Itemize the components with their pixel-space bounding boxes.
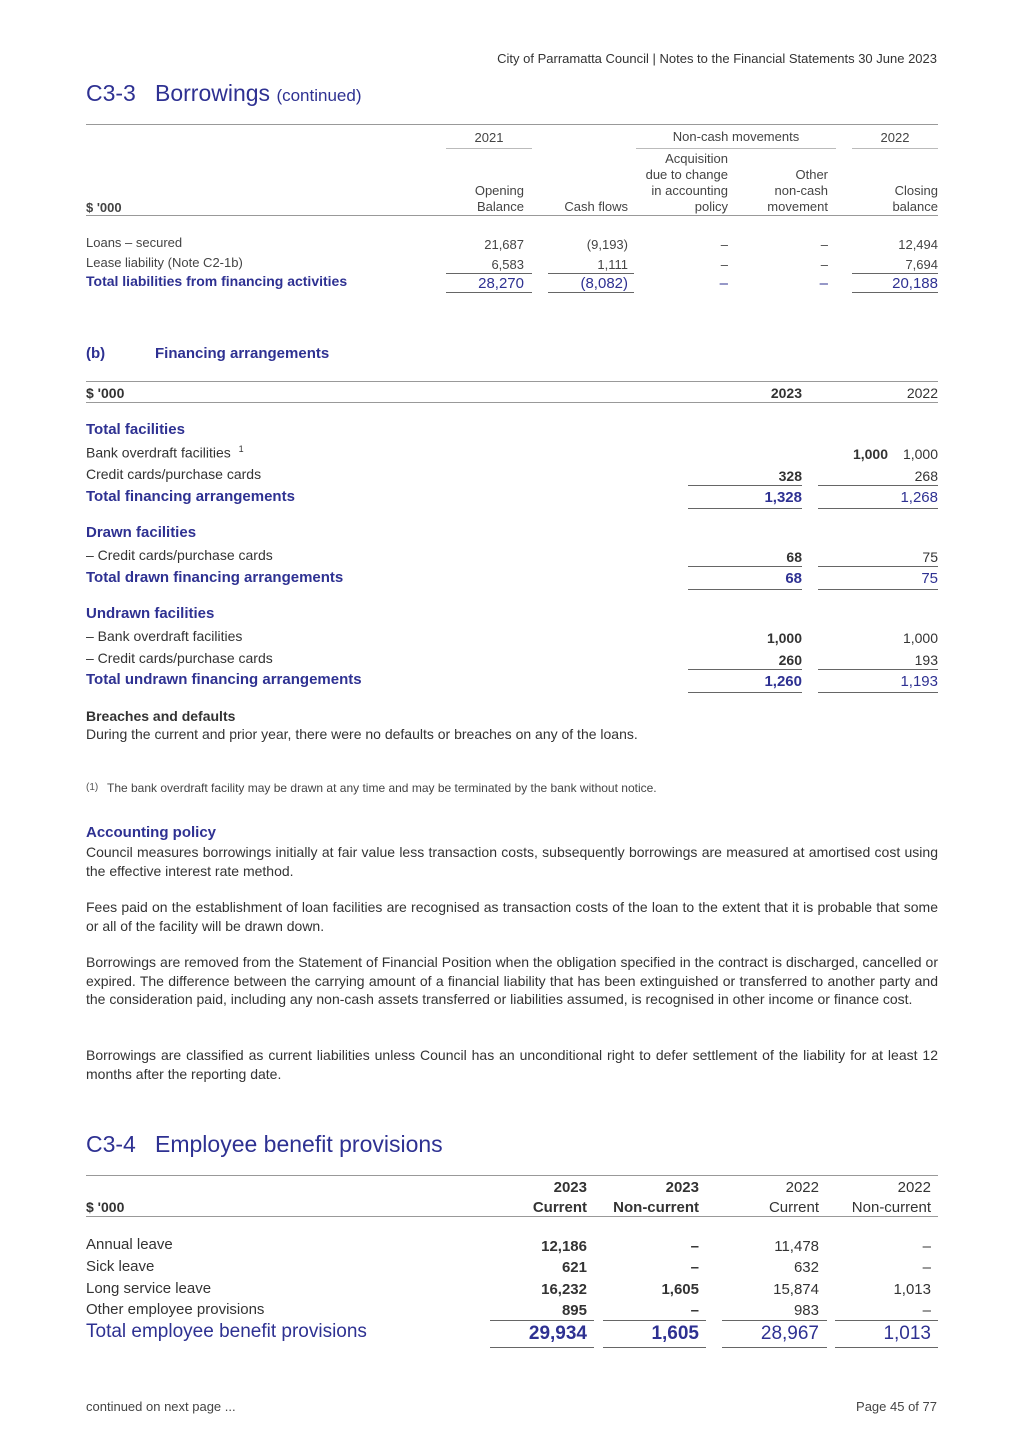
page-number: Page 45 of 77 xyxy=(856,1399,937,1414)
row-label: – Credit cards/purchase cards xyxy=(86,547,273,563)
divider xyxy=(852,292,938,293)
total-cell: 1,605 xyxy=(651,1323,699,1344)
group-heading: Total facilities xyxy=(86,421,185,438)
table-cell: (9,193) xyxy=(586,237,628,252)
table-cell: 983 xyxy=(793,1302,819,1319)
table-cell: 15,874 xyxy=(773,1281,819,1298)
table-cell: – xyxy=(820,257,828,272)
col-header-line: policy xyxy=(694,199,728,214)
col-year-close: 2022 xyxy=(880,130,910,145)
table-cell: 7,694 xyxy=(905,257,938,272)
total-label: Total financing arrangements xyxy=(86,488,295,505)
header-rule xyxy=(86,402,938,403)
policy-paragraph: Borrowings are removed from the Statement of Financial Position when the obligation specified in the contract is discharged, cancelled or expired. The difference between the carrying amount of a financial liability that has been extinguished or transferred to another party and the consideration paid, including any non-cash assets transferred or liabilities assumed, is recognised in other income or finance cost. xyxy=(86,954,938,1007)
table-cell: 6,583 xyxy=(491,257,524,272)
table-cell: 12,494 xyxy=(898,237,938,252)
row-label: Credit cards/purchase cards xyxy=(86,466,262,482)
total-current: 1,260 xyxy=(764,673,802,690)
row-label xyxy=(86,444,244,461)
total-cell: 29,934 xyxy=(528,1323,587,1344)
table-cell: – xyxy=(690,1302,699,1319)
divider xyxy=(818,566,938,567)
divider xyxy=(688,508,802,509)
col-header-acquisition xyxy=(646,151,728,215)
divider xyxy=(818,589,938,590)
section-rule xyxy=(86,124,938,125)
col-header-cashflows xyxy=(564,199,628,215)
col-year-current: 2023 xyxy=(770,385,802,401)
col-year-open: 2021 xyxy=(474,130,504,145)
policy-paragraph: Council measures borrowings initially at fair value less transaction costs, subsequently borrowings are measured at amortised cost using the effective interest rate method. xyxy=(86,844,938,879)
col-header-year: 2023 xyxy=(665,1179,699,1196)
table-cell: 21,687 xyxy=(484,237,524,252)
table-cell: – xyxy=(720,257,728,272)
divider xyxy=(446,148,532,149)
value-prior: 1,000 xyxy=(902,630,938,646)
total-prior: 1,268 xyxy=(900,489,938,506)
value-current: 1,000 xyxy=(852,446,888,462)
value-current: 328 xyxy=(778,468,802,484)
policy-heading: Accounting policy xyxy=(86,824,217,841)
divider xyxy=(818,508,938,509)
footnote-marker: (1) xyxy=(86,782,99,793)
row-label: Loans – secured xyxy=(86,235,183,250)
header-rule xyxy=(86,1216,938,1217)
section-title: Employee benefit provisions xyxy=(155,1131,443,1157)
policy-paragraph: Borrowings are classified as current liabilities unless Council has an unconditional right to defer settlement of the liability for at least 12 months after the reporting date. xyxy=(86,1047,938,1082)
value-prior: 193 xyxy=(914,652,938,668)
table-cell: – xyxy=(690,1259,699,1276)
footnote-ref: 1 xyxy=(238,444,244,454)
divider xyxy=(603,1320,706,1321)
col-header-type: Current xyxy=(768,1199,819,1216)
divider xyxy=(490,1347,594,1348)
col-header-line: Cash flows xyxy=(564,199,628,214)
row-label: Other employee provisions xyxy=(86,1301,265,1318)
value-current: 1,000 xyxy=(766,630,802,646)
col-header-closing xyxy=(892,183,938,215)
total-cell: 28,967 xyxy=(760,1323,819,1344)
table-cell: – xyxy=(720,237,728,252)
section-continued: (continued) xyxy=(276,86,362,105)
row-label: Annual leave xyxy=(86,1236,173,1253)
table-cell: 621 xyxy=(561,1259,587,1276)
col-header-line: due to change xyxy=(645,167,728,182)
section-title: Borrowings xyxy=(155,80,271,106)
unit-label: $ '000 xyxy=(86,200,122,215)
divider xyxy=(490,1320,594,1321)
continued-note: continued on next page ... xyxy=(86,1399,236,1414)
col-header-line: Other xyxy=(795,167,828,182)
row-label: Lease liability (Note C2-1b) xyxy=(86,255,243,270)
value-current: 260 xyxy=(778,652,802,668)
total-cell: 1,013 xyxy=(883,1323,931,1344)
divider xyxy=(818,669,938,670)
col-header-type: Non-current xyxy=(613,1199,699,1216)
col-header-line: movement xyxy=(767,199,828,214)
col-header-opening xyxy=(475,183,524,215)
table-cell: – xyxy=(820,237,828,252)
subsection-title: Financing arrangements xyxy=(155,345,330,362)
total-current: 1,328 xyxy=(764,489,802,506)
table-cell: 1,605 xyxy=(661,1281,699,1298)
breaches-heading: Breaches and defaults xyxy=(86,708,236,724)
breaches-text: During the current and prior year, there were no defaults or breaches on any of the loans. xyxy=(86,726,638,742)
total-cell: 20,188 xyxy=(892,275,938,292)
total-cell: (8,082) xyxy=(580,275,628,292)
divider xyxy=(636,148,836,149)
col-header-type: Non-current xyxy=(851,1199,931,1216)
divider xyxy=(688,589,802,590)
col-group-noncash: Non-cash movements xyxy=(672,129,800,144)
col-header-line: Acquisition xyxy=(665,151,728,166)
divider xyxy=(446,273,532,274)
col-header-other xyxy=(767,167,828,215)
col-header-type: Current xyxy=(532,1199,587,1216)
row-label: – Bank overdraft facilities xyxy=(86,628,243,644)
divider xyxy=(688,692,802,693)
col-header-year: 2022 xyxy=(897,1179,931,1196)
divider xyxy=(722,1347,827,1348)
col-header-year: 2022 xyxy=(785,1179,819,1196)
footnote-text: The bank overdraft facility may be drawn at any time and may be terminated by the bank without notice. xyxy=(107,781,657,795)
section-heading-c3-4 xyxy=(86,1131,443,1158)
table-cell: 1,111 xyxy=(597,257,628,272)
group-heading: Undrawn facilities xyxy=(86,605,215,622)
page-header: City of Parramatta Council | Notes to the Financial Statements 30 June 2023 xyxy=(497,51,937,66)
divider xyxy=(688,485,802,486)
divider xyxy=(818,692,938,693)
header-rule xyxy=(86,215,938,216)
divider xyxy=(688,669,802,670)
row-label: – Credit cards/purchase cards xyxy=(86,650,273,666)
total-prior: 1,193 xyxy=(900,673,938,690)
section-number: C3-3 xyxy=(86,80,136,106)
divider xyxy=(688,566,802,567)
col-header-line: balance xyxy=(892,199,938,214)
policy-paragraph: Fees paid on the establishment of loan facilities are recognised as transaction costs of the loan to the extent that it is probable that some or all of the facility will be drawn down. xyxy=(86,899,938,934)
section-number: C3-4 xyxy=(86,1131,136,1157)
divider xyxy=(722,1320,827,1321)
table-cell: 11,478 xyxy=(774,1238,819,1255)
group-heading: Drawn facilities xyxy=(86,524,197,541)
table-cell: 12,186 xyxy=(541,1238,587,1255)
unit-label: $ '000 xyxy=(86,1199,125,1215)
total-label: Total undrawn financing arrangements xyxy=(86,671,362,688)
divider xyxy=(852,273,938,274)
divider xyxy=(548,273,634,274)
total-label: Total liabilities from financing activities xyxy=(86,273,348,289)
table-cell: – xyxy=(690,1238,699,1255)
col-header-line: Balance xyxy=(477,199,524,214)
value-prior: 75 xyxy=(922,549,938,565)
total-cell: – xyxy=(719,275,728,292)
table-cell: 895 xyxy=(561,1302,587,1319)
divider xyxy=(548,292,634,293)
value-current: 68 xyxy=(786,549,802,565)
col-header-line: Closing xyxy=(894,183,938,198)
table-cell: – xyxy=(922,1302,931,1319)
table-cell: – xyxy=(922,1238,931,1255)
section-rule xyxy=(86,381,938,382)
section-heading-c3-3 xyxy=(86,80,362,107)
total-label: Total drawn financing arrangements xyxy=(86,569,344,586)
divider xyxy=(835,1320,938,1321)
divider xyxy=(603,1347,706,1348)
value-prior: 1,000 xyxy=(902,446,938,462)
row-label: Sick leave xyxy=(86,1258,155,1275)
total-cell: 28,270 xyxy=(478,275,524,292)
subsection-letter: (b) xyxy=(86,345,106,362)
table-cell: – xyxy=(922,1259,931,1276)
table-cell: 632 xyxy=(793,1259,819,1276)
table-cell: 16,232 xyxy=(541,1281,587,1298)
total-label: Total employee benefit provisions xyxy=(86,1321,367,1342)
unit-label: $ '000 xyxy=(86,385,125,401)
divider xyxy=(446,292,532,293)
total-current: 68 xyxy=(785,570,802,587)
row-label-text: Bank overdraft facilities xyxy=(86,444,231,461)
divider xyxy=(835,1347,938,1348)
total-prior: 75 xyxy=(921,570,938,587)
row-label: Long service leave xyxy=(86,1280,212,1297)
col-header-line: non-cash xyxy=(774,183,828,198)
value-prior: 268 xyxy=(914,468,938,484)
col-header-year: 2023 xyxy=(553,1179,587,1196)
divider xyxy=(818,485,938,486)
table-cell: 1,013 xyxy=(893,1281,931,1298)
total-cell: – xyxy=(819,275,828,292)
col-year-prior: 2022 xyxy=(906,385,938,401)
section-rule xyxy=(86,1175,938,1176)
divider xyxy=(852,148,938,149)
col-header-line: Opening xyxy=(474,183,524,198)
col-header-line: in accounting xyxy=(651,183,728,198)
